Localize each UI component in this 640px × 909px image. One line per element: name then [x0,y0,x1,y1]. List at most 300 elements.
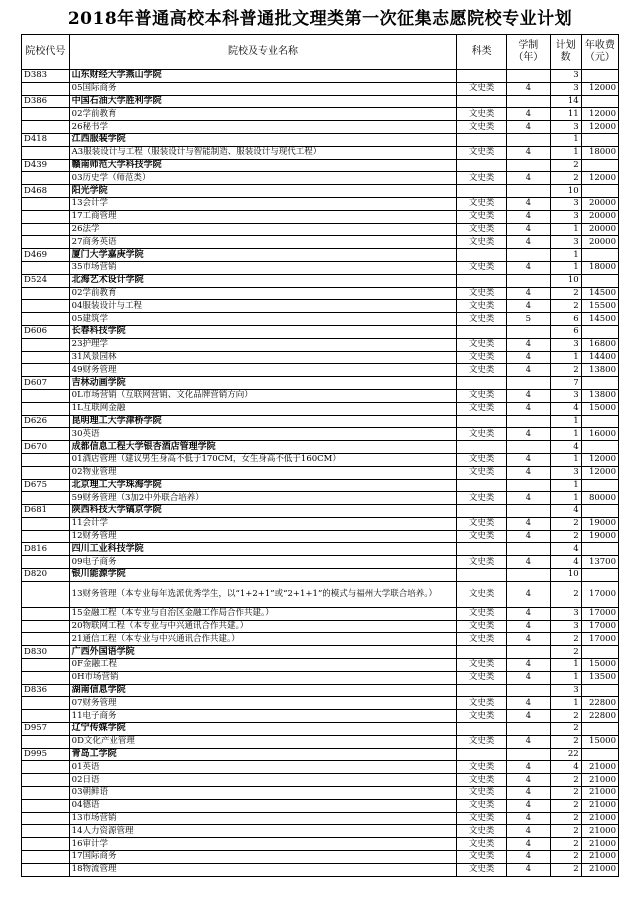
cell-years [507,748,551,761]
cell-years [507,377,551,390]
cell-code [22,774,70,787]
cell-fee: 22800 [581,710,618,723]
cell-code [22,863,70,876]
cell-category [457,646,507,659]
cell-name: 赣南师范大学科技学院 [69,159,457,172]
cell-plan: 14 [550,95,581,108]
table-header-row [22,35,619,70]
cell-category: 文史类 [457,389,507,402]
cell-fee: 22800 [581,697,618,710]
school-row [22,70,619,83]
cell-plan: 3 [550,82,581,95]
cell-name: 35市场营销 [69,261,457,274]
cell-plan: 2 [550,812,581,825]
cell-name: 0L市场营销（互联网营销、文化品牌营销方向） [69,389,457,402]
cell-category [457,441,507,454]
header-code: 院校代号 [22,35,70,70]
cell-name: 07财务管理 [69,697,457,710]
cell-plan: 1 [550,697,581,710]
cell-fee [581,274,618,287]
major-row [22,300,619,313]
cell-name: 59财务管理（3加2中外联合培养） [69,492,457,505]
cell-name: 49财务管理 [69,364,457,377]
cell-name: 青岛工学院 [69,748,457,761]
cell-category [457,569,507,582]
cell-years: 4 [507,851,551,864]
cell-years: 4 [507,338,551,351]
cell-category: 文史类 [457,697,507,710]
cell-code [22,402,70,415]
cell-plan: 2 [550,287,581,300]
cell-name: 14人力资源管理 [69,825,457,838]
cell-fee: 12000 [581,466,618,479]
cell-years: 4 [507,825,551,838]
cell-plan: 1 [550,671,581,684]
cell-fee [581,70,618,83]
cell-years [507,479,551,492]
cell-category [457,249,507,262]
cell-plan: 1 [550,223,581,236]
cell-plan: 2 [550,838,581,851]
cell-plan: 2 [550,863,581,876]
cell-fee [581,505,618,518]
cell-category: 文史类 [457,517,507,530]
cell-code [22,300,70,313]
major-row [22,223,619,236]
cell-name: 厦门大学嘉庚学院 [69,249,457,262]
major-row [22,851,619,864]
cell-plan: 3 [550,70,581,83]
cell-category: 文史类 [457,812,507,825]
cell-category [457,543,507,556]
cell-name: 17国际商务 [69,851,457,864]
cell-code [22,466,70,479]
cell-name: 04服装设计与工程 [69,300,457,313]
major-row [22,825,619,838]
cell-name: 26法学 [69,223,457,236]
major-row [22,799,619,812]
cell-name: 09电子商务 [69,556,457,569]
major-row [22,812,619,825]
cell-fee: 21000 [581,851,618,864]
cell-name: 江西服装学院 [69,133,457,146]
major-row [22,236,619,249]
cell-years [507,185,551,198]
cell-name: 27商务英语 [69,236,457,249]
school-row [22,441,619,454]
cell-code [22,787,70,800]
cell-plan: 4 [550,556,581,569]
cell-name: 01酒店管理（建议男生身高不低于170CM，女生身高不低于160CM） [69,453,457,466]
cell-name: 21通信工程（本专业与中兴通讯合作共建。） [69,633,457,646]
school-row [22,748,619,761]
cell-plan: 2 [550,710,581,723]
cell-years: 4 [507,197,551,210]
cell-fee: 13800 [581,364,618,377]
cell-years: 5 [507,313,551,326]
cell-name: 17工商管理 [69,210,457,223]
cell-plan: 6 [550,325,581,338]
cell-category [457,723,507,736]
cell-category [457,377,507,390]
major-row [22,787,619,800]
cell-name: 阳光学院 [69,185,457,198]
cell-years [507,274,551,287]
major-row [22,863,619,876]
table-body [22,70,619,877]
cell-category: 文史类 [457,364,507,377]
cell-code [22,851,70,864]
cell-years: 4 [507,581,551,607]
cell-category: 文史类 [457,82,507,95]
cell-plan: 1 [550,428,581,441]
cell-code [22,530,70,543]
cell-category [457,133,507,146]
cell-years [507,95,551,108]
cell-code [22,697,70,710]
major-row [22,774,619,787]
cell-category: 文史类 [457,108,507,121]
cell-plan: 1 [550,492,581,505]
cell-years: 4 [507,735,551,748]
cell-plan: 1 [550,479,581,492]
cell-fee: 19000 [581,517,618,530]
cell-plan: 2 [550,517,581,530]
cell-category: 文史类 [457,402,507,415]
cell-plan: 2 [550,774,581,787]
page-title: 2018年普通高校本科普通批文理类第一次征集志愿院校专业计划 [67,9,573,29]
cell-plan: 6 [550,313,581,326]
cell-plan: 4 [550,543,581,556]
major-row [22,364,619,377]
cell-fee [581,748,618,761]
school-row [22,723,619,736]
cell-name: 湖南信息学院 [69,684,457,697]
cell-category: 文史类 [457,453,507,466]
major-row [22,453,619,466]
major-row [22,517,619,530]
cell-years: 4 [507,710,551,723]
cell-category: 文史类 [457,492,507,505]
cell-code: D607 [22,377,70,390]
cell-name: 银川能源学院 [69,569,457,582]
cell-plan: 4 [550,441,581,454]
cell-fee: 12000 [581,108,618,121]
major-row [22,556,619,569]
cell-plan: 7 [550,377,581,390]
school-row [22,133,619,146]
cell-name: 05国际商务 [69,82,457,95]
cell-name: 02日语 [69,774,457,787]
cell-code: D524 [22,274,70,287]
cell-name: 26秘书学 [69,121,457,134]
cell-years: 4 [507,787,551,800]
major-row [22,82,619,95]
cell-code [22,735,70,748]
cell-plan: 2 [550,300,581,313]
cell-fee: 18000 [581,261,618,274]
cell-plan: 3 [550,607,581,620]
cell-plan: 4 [550,402,581,415]
cell-fee: 80000 [581,492,618,505]
major-row [22,671,619,684]
cell-category [457,159,507,172]
cell-fee: 20000 [581,197,618,210]
cell-code: D606 [22,325,70,338]
header-years: 学制（年） [507,35,551,70]
major-row [22,197,619,210]
major-row [22,530,619,543]
cell-category [457,70,507,83]
cell-code [22,428,70,441]
cell-years: 4 [507,428,551,441]
major-row [22,697,619,710]
cell-fee: 14500 [581,313,618,326]
cell-code: D468 [22,185,70,198]
cell-years: 4 [507,300,551,313]
major-row [22,402,619,415]
cell-fee: 15000 [581,402,618,415]
cell-plan: 1 [550,453,581,466]
school-row [22,95,619,108]
cell-plan: 10 [550,569,581,582]
cell-years: 4 [507,697,551,710]
major-row [22,210,619,223]
cell-category: 文史类 [457,710,507,723]
cell-years: 4 [507,223,551,236]
cell-name: 北海艺术设计学院 [69,274,457,287]
cell-code [22,261,70,274]
cell-name: 昆明理工大学津桥学院 [69,415,457,428]
cell-code: D675 [22,479,70,492]
cell-name: 15金融工程（本专业与自治区金融工作局合作共建。） [69,607,457,620]
cell-years: 4 [507,402,551,415]
cell-years: 4 [507,620,551,633]
cell-fee [581,723,618,736]
cell-fee: 13500 [581,671,618,684]
cell-years [507,159,551,172]
cell-years [507,646,551,659]
cell-fee: 15500 [581,300,618,313]
school-row [22,543,619,556]
cell-name: 成都信息工程大学银杏酒店管理学院 [69,441,457,454]
cell-code [22,146,70,159]
cell-name: 02物业管理 [69,466,457,479]
cell-years: 4 [507,210,551,223]
cell-fee: 21000 [581,774,618,787]
cell-fee: 21000 [581,799,618,812]
cell-fee: 12000 [581,172,618,185]
cell-fee: 15000 [581,735,618,748]
cell-fee: 13700 [581,556,618,569]
cell-category: 文史类 [457,223,507,236]
cell-plan: 3 [550,121,581,134]
cell-code: D816 [22,543,70,556]
cell-name: 18物流管理 [69,863,457,876]
cell-years: 4 [507,863,551,876]
cell-fee: 21000 [581,863,618,876]
cell-years: 4 [507,659,551,672]
cell-code [22,172,70,185]
cell-category: 文史类 [457,659,507,672]
cell-code [22,825,70,838]
cell-name: 1L互联网金融 [69,402,457,415]
cell-plan: 2 [550,530,581,543]
cell-years: 4 [507,236,551,249]
cell-code [22,287,70,300]
cell-name: 30英语 [69,428,457,441]
school-row [22,415,619,428]
cell-years: 4 [507,812,551,825]
cell-plan: 3 [550,197,581,210]
cell-years: 4 [507,389,551,402]
cell-years [507,684,551,697]
cell-plan: 10 [550,185,581,198]
cell-years [507,133,551,146]
cell-name: 辽宁传媒学院 [69,723,457,736]
cell-fee: 17000 [581,633,618,646]
cell-years: 4 [507,799,551,812]
cell-code [22,338,70,351]
major-row [22,710,619,723]
cell-category [457,479,507,492]
cell-code [22,659,70,672]
cell-category: 文史类 [457,774,507,787]
cell-code [22,453,70,466]
cell-category: 文史类 [457,825,507,838]
cell-code [22,838,70,851]
cell-years: 4 [507,351,551,364]
cell-name: 11电子商务 [69,710,457,723]
cell-name: 23护理学 [69,338,457,351]
cell-category [457,274,507,287]
major-row [22,351,619,364]
major-row [22,172,619,185]
cell-plan: 3 [550,338,581,351]
cell-code: D830 [22,646,70,659]
cell-years: 4 [507,838,551,851]
cell-plan: 1 [550,133,581,146]
cell-name: 05建筑学 [69,313,457,326]
cell-category [457,415,507,428]
cell-name: 山东财经大学燕山学院 [69,70,457,83]
school-row [22,185,619,198]
cell-plan: 1 [550,415,581,428]
cell-code: D383 [22,70,70,83]
school-row [22,274,619,287]
cell-fee [581,415,618,428]
cell-code [22,313,70,326]
cell-code [22,210,70,223]
cell-fee: 19000 [581,530,618,543]
cell-years [507,543,551,556]
cell-code [22,710,70,723]
cell-plan: 2 [550,851,581,864]
cell-fee [581,684,618,697]
cell-fee [581,325,618,338]
school-row [22,569,619,582]
cell-plan: 2 [550,159,581,172]
header-category: 科类 [457,35,507,70]
cell-category: 文史类 [457,761,507,774]
cell-fee: 21000 [581,838,618,851]
cell-years [507,325,551,338]
cell-code [22,633,70,646]
cell-code [22,351,70,364]
cell-plan: 2 [550,735,581,748]
cell-fee: 17000 [581,620,618,633]
cell-plan: 4 [550,505,581,518]
cell-category: 文史类 [457,735,507,748]
cell-fee [581,646,618,659]
cell-plan: 3 [550,389,581,402]
header-fee: 年收费（元） [581,35,618,70]
cell-years [507,569,551,582]
school-row [22,159,619,172]
cell-name: A3服装设计与工程（服装设计与智能制造、服装设计与现代工程） [69,146,457,159]
major-row [22,338,619,351]
cell-fee: 18000 [581,146,618,159]
cell-category [457,505,507,518]
cell-code: D820 [22,569,70,582]
cell-code [22,607,70,620]
cell-years: 4 [507,556,551,569]
cell-code: D626 [22,415,70,428]
cell-plan: 3 [550,210,581,223]
cell-code [22,556,70,569]
cell-fee: 21000 [581,825,618,838]
cell-plan: 2 [550,799,581,812]
cell-category: 文史类 [457,287,507,300]
cell-plan: 1 [550,146,581,159]
cell-fee [581,95,618,108]
cell-category: 文史类 [457,607,507,620]
cell-name: 20物联网工程（本专业与中兴通讯合作共建。） [69,620,457,633]
cell-years: 4 [507,607,551,620]
cell-category: 文史类 [457,787,507,800]
cell-years: 4 [507,633,551,646]
major-row [22,389,619,402]
cell-fee [581,441,618,454]
cell-category [457,95,507,108]
cell-fee: 13800 [581,389,618,402]
cell-code [22,671,70,684]
cell-category [457,684,507,697]
cell-plan: 1 [550,351,581,364]
cell-years: 4 [507,453,551,466]
cell-code [22,492,70,505]
cell-fee [581,543,618,556]
cell-years [507,70,551,83]
cell-plan: 22 [550,748,581,761]
cell-fee: 16800 [581,338,618,351]
cell-code: D681 [22,505,70,518]
cell-code [22,236,70,249]
cell-category [457,325,507,338]
cell-fee [581,249,618,262]
cell-fee [581,569,618,582]
cell-code: D439 [22,159,70,172]
cell-years [507,249,551,262]
cell-category: 文史类 [457,581,507,607]
cell-name: 31风景园林 [69,351,457,364]
cell-name: 04德语 [69,799,457,812]
cell-name: 0F金融工程 [69,659,457,672]
cell-code [22,82,70,95]
cell-fee [581,479,618,492]
cell-name: 13市场营销 [69,812,457,825]
cell-plan: 10 [550,274,581,287]
